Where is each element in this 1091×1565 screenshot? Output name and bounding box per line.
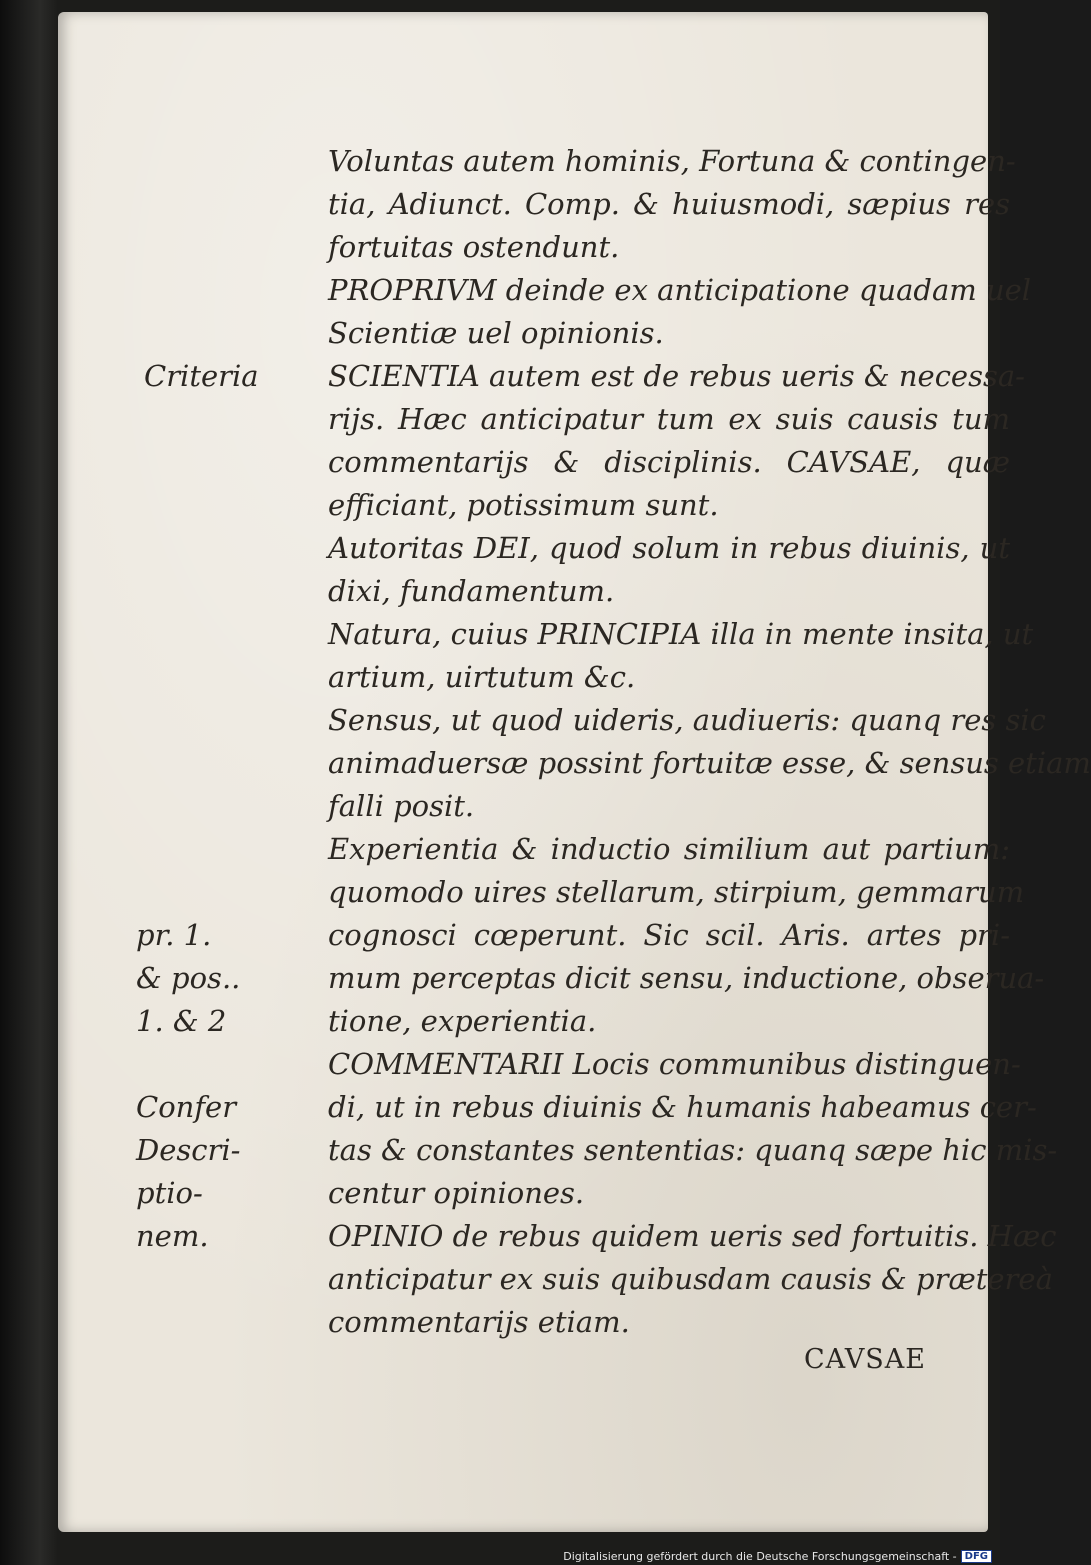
body-line-27: anticipatur ex suis quibusdam causis & prætereà	[328, 1262, 1053, 1296]
body-line-24: tas & constantes sententias: quanq sæpe hic mis-	[328, 1133, 1058, 1167]
margin-note-one-two: 1. & 2	[136, 1004, 227, 1038]
body-line-15: animaduersæ possint fortuitæ esse, & sensus etiam	[328, 746, 1091, 780]
margin-note-ptio: ptio-	[136, 1176, 203, 1210]
dfg-logo: DFG	[961, 1550, 992, 1563]
digitization-footer	[563, 1550, 992, 1563]
body-line-18: quomodo uires stellarum, stirpium, gemmarum	[328, 875, 1025, 909]
body-line-16: falli posit.	[328, 789, 475, 823]
body-line-14: Sensus, ut quod uideris, audiueris: quanq res sic	[328, 703, 1046, 737]
body-line-2: tia, Adiunct. Comp. & huiusmodi, sæpius res	[328, 187, 1010, 221]
body-line-8: commentarijs & disciplinis. CAVSAE, quæ	[328, 445, 1010, 479]
body-line-22: COMMENTARII Locis communibus distinguen-	[328, 1047, 1021, 1081]
body-line-17: Experientia & inductio similium aut partium:	[328, 832, 1010, 866]
margin-note-descri: Descri-	[136, 1133, 241, 1167]
margin-note-pr: pr. 1.	[136, 918, 212, 952]
body-line-25: centur opiniones.	[328, 1176, 585, 1210]
body-line-26: OPINIO de rebus quidem ueris sed fortuitis. Hæc	[328, 1219, 1057, 1253]
body-line-19: cognosci cœperunt. Sic scil. Aris. artes pri-	[328, 918, 1010, 952]
body-line-9: efficiant, potissimum sunt.	[328, 488, 719, 522]
margin-note-confer: Confer	[136, 1090, 237, 1124]
body-line-3: fortuitas ostendunt.	[328, 230, 620, 264]
body-line-5: Scientiæ uel opinionis.	[328, 316, 664, 350]
book-page	[58, 12, 1091, 1532]
footer-text: Digitalisierung gefördert durch die Deutsche Forschungsgemeinschaft -	[563, 1550, 957, 1563]
catchword: CAVSAE	[804, 1344, 927, 1375]
body-line-4: PROPRIVM deinde ex anticipatione quadam uel	[328, 273, 1032, 307]
body-line-6: SCIENTIA autem est de rebus ueris & necessa-	[328, 359, 1025, 393]
margin-note-criteria: Criteria	[144, 359, 259, 393]
body-line-10: Autoritas DEI, quod solum in rebus diuinis, ut	[328, 531, 1010, 565]
body-line-12: Natura, cuius PRINCIPIA illa in mente insita, ut	[328, 617, 1034, 651]
body-line-28: commentarijs etiam.	[328, 1305, 630, 1339]
margin-note-nem: nem.	[136, 1219, 209, 1253]
body-line-21: tione, experientia.	[328, 1004, 597, 1038]
body-line-1: Voluntas autem hominis, Fortuna & contingen-	[328, 144, 1016, 178]
body-line-7: rijs. Hæc anticipatur tum ex suis causis tum	[328, 402, 1010, 436]
body-line-13: artium, uirtutum &c.	[328, 660, 636, 694]
margin-note-pos: & pos..	[136, 961, 241, 995]
body-line-23: di, ut in rebus diuinis & humanis habeamus cer-	[328, 1090, 1037, 1124]
body-line-11: dixi, fundamentum.	[328, 574, 615, 608]
body-line-20: mum perceptas dicit sensu, inductione, obserua-	[328, 961, 1045, 995]
